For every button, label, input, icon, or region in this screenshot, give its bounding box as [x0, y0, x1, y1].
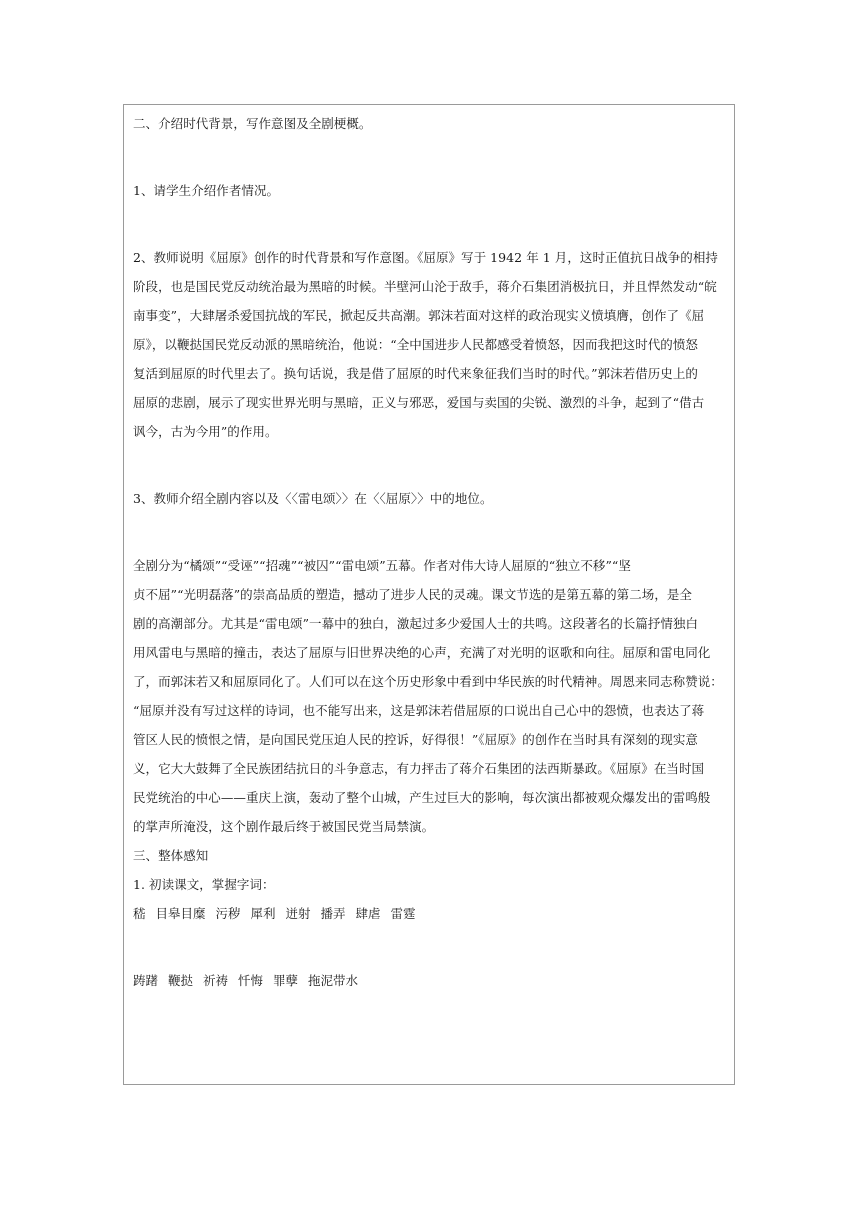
- section-3-item-1: 1. 初读课文，掌握字词：: [133, 877, 275, 892]
- paragraph-line: 阶段，也是国民党反动统治最为黑暗的时候。半壁河山沦于敌手，蒋介石集团消极抗日，并且悍然发动“皖: [133, 279, 717, 294]
- section-2-heading: 二、介绍时代背景，写作意图及全剧梗概。: [133, 116, 372, 131]
- vocab-word: 污秽: [215, 906, 241, 921]
- paragraph-line: 民党统治的中心——重庆上演，轰动了整个山城，产生过巨大的影响，每次演出都被观众爆发出的雷鸣般: [133, 790, 711, 805]
- vocab-word: 播弄: [320, 906, 346, 921]
- vocabulary-row-2: [133, 966, 726, 995]
- vocabulary-row-1: [133, 899, 726, 928]
- vocab-word: 嵇: [133, 906, 146, 921]
- section-3-heading: 三、整体感知: [133, 848, 209, 863]
- paragraph-line: “屈原并没有写过这样的诗词，也不能写出来，这是郭沫若借屈原的口说出自己心中的怨愤，也表达了蒋: [133, 703, 705, 718]
- item-1-author-intro: 1、请学生介绍作者情况。: [133, 183, 280, 198]
- vocab-word: 雷霆: [390, 906, 416, 921]
- vocab-word: 迸射: [285, 906, 311, 921]
- paragraph-line: 屈原的悲剧，展示了现实世界光明与黑暗，正义与邪恶，爱国与卖国的尖锐、激烈的斗争，起到了“借古: [133, 395, 705, 410]
- vocab-word: 祈祷: [203, 973, 229, 988]
- paragraph-line: 的掌声所淹没，这个剧作最后终于被国民党当局禁演。: [133, 819, 435, 834]
- vocab-word: 拖泥带水: [308, 973, 359, 988]
- play-summary-paragraph: [133, 551, 726, 841]
- lesson-plan-box: [123, 104, 735, 1085]
- vocab-word: 鞭挞: [168, 973, 194, 988]
- paragraph-line: 义，它大大鼓舞了全民族团结抗日的斗争意志，有力抨击了蒋介石集团的法西斯暴政。《屈原》在当时国: [133, 761, 705, 776]
- paragraph-line: 了，而郭沫若又和屈原同化了。人们可以在这个历史形象中看到中华民族的时代精神。周恩来同志称赞说：: [133, 674, 723, 689]
- item-2-background-paragraph: [133, 243, 726, 446]
- vocab-word: 罪孽: [273, 973, 299, 988]
- vocab-word: 目皋目糜: [155, 906, 206, 921]
- vocab-word: 犀利: [250, 906, 276, 921]
- paragraph-line: 剧的高潮部分。尤其是“雷电颂”一幕中的独白，激起过多少爱国人士的共鸣。这段著名的长篇抒情独白: [133, 616, 699, 631]
- vocab-word: 忏悔: [238, 973, 264, 988]
- paragraph-line: 2、教师说明《屈原》创作的时代背景和写作意图。《屈原》写于 1942 年 1 月，这时正值抗日战争的相持: [133, 250, 718, 265]
- paragraph-line: 管区人民的愤恨之情，是向国民党压迫人民的控诉，好得很！”《屈原》的创作在当时具有深刻的现实意: [133, 732, 698, 747]
- paragraph-line: 用风雷电与黑暗的撞击，表达了屈原与旧世界决绝的心声，充满了对光明的讴歌和向往。屈原和雷电同化: [133, 645, 711, 660]
- paragraph-line: 讽今，古为今用”的作用。: [133, 424, 278, 439]
- item-3-play-content: 3、教师介绍全剧内容以及〈〈雷电颂〉〉在〈〈屈原〉〉中的地位。: [133, 491, 493, 506]
- paragraph-line: 全剧分为“橘颂”“受诬”“招魂”“被囚”“雷电颂”五幕。作者对伟大诗人屈原的“独立不移”“坚: [133, 558, 631, 573]
- paragraph-line: 贞不屈”“光明磊落”的崇高品质的塑造，撼动了进步人民的灵魂。课文节选的是第五幕的第二场，是全: [133, 587, 692, 602]
- paragraph-line: 南事变”，大肆屠杀爱国抗战的军民，掀起反共高潮。郭沫若面对这样的政治现实义愤填膺，创作了《屈: [133, 308, 705, 323]
- paragraph-line: 原》，以鞭挞国民党反动派的黑暗统治，他说：“全中国进步人民都感受着愤怒，因而我把这时代的愤怒: [133, 337, 698, 352]
- paragraph-line: 复活到屈原的时代里去了。换句话说，我是借了屈原的时代来象征我们当时的时代。”郭沫若借历史上的: [133, 366, 698, 381]
- vocab-word: 踌躇: [133, 973, 159, 988]
- vocab-word: 肆虐: [355, 906, 381, 921]
